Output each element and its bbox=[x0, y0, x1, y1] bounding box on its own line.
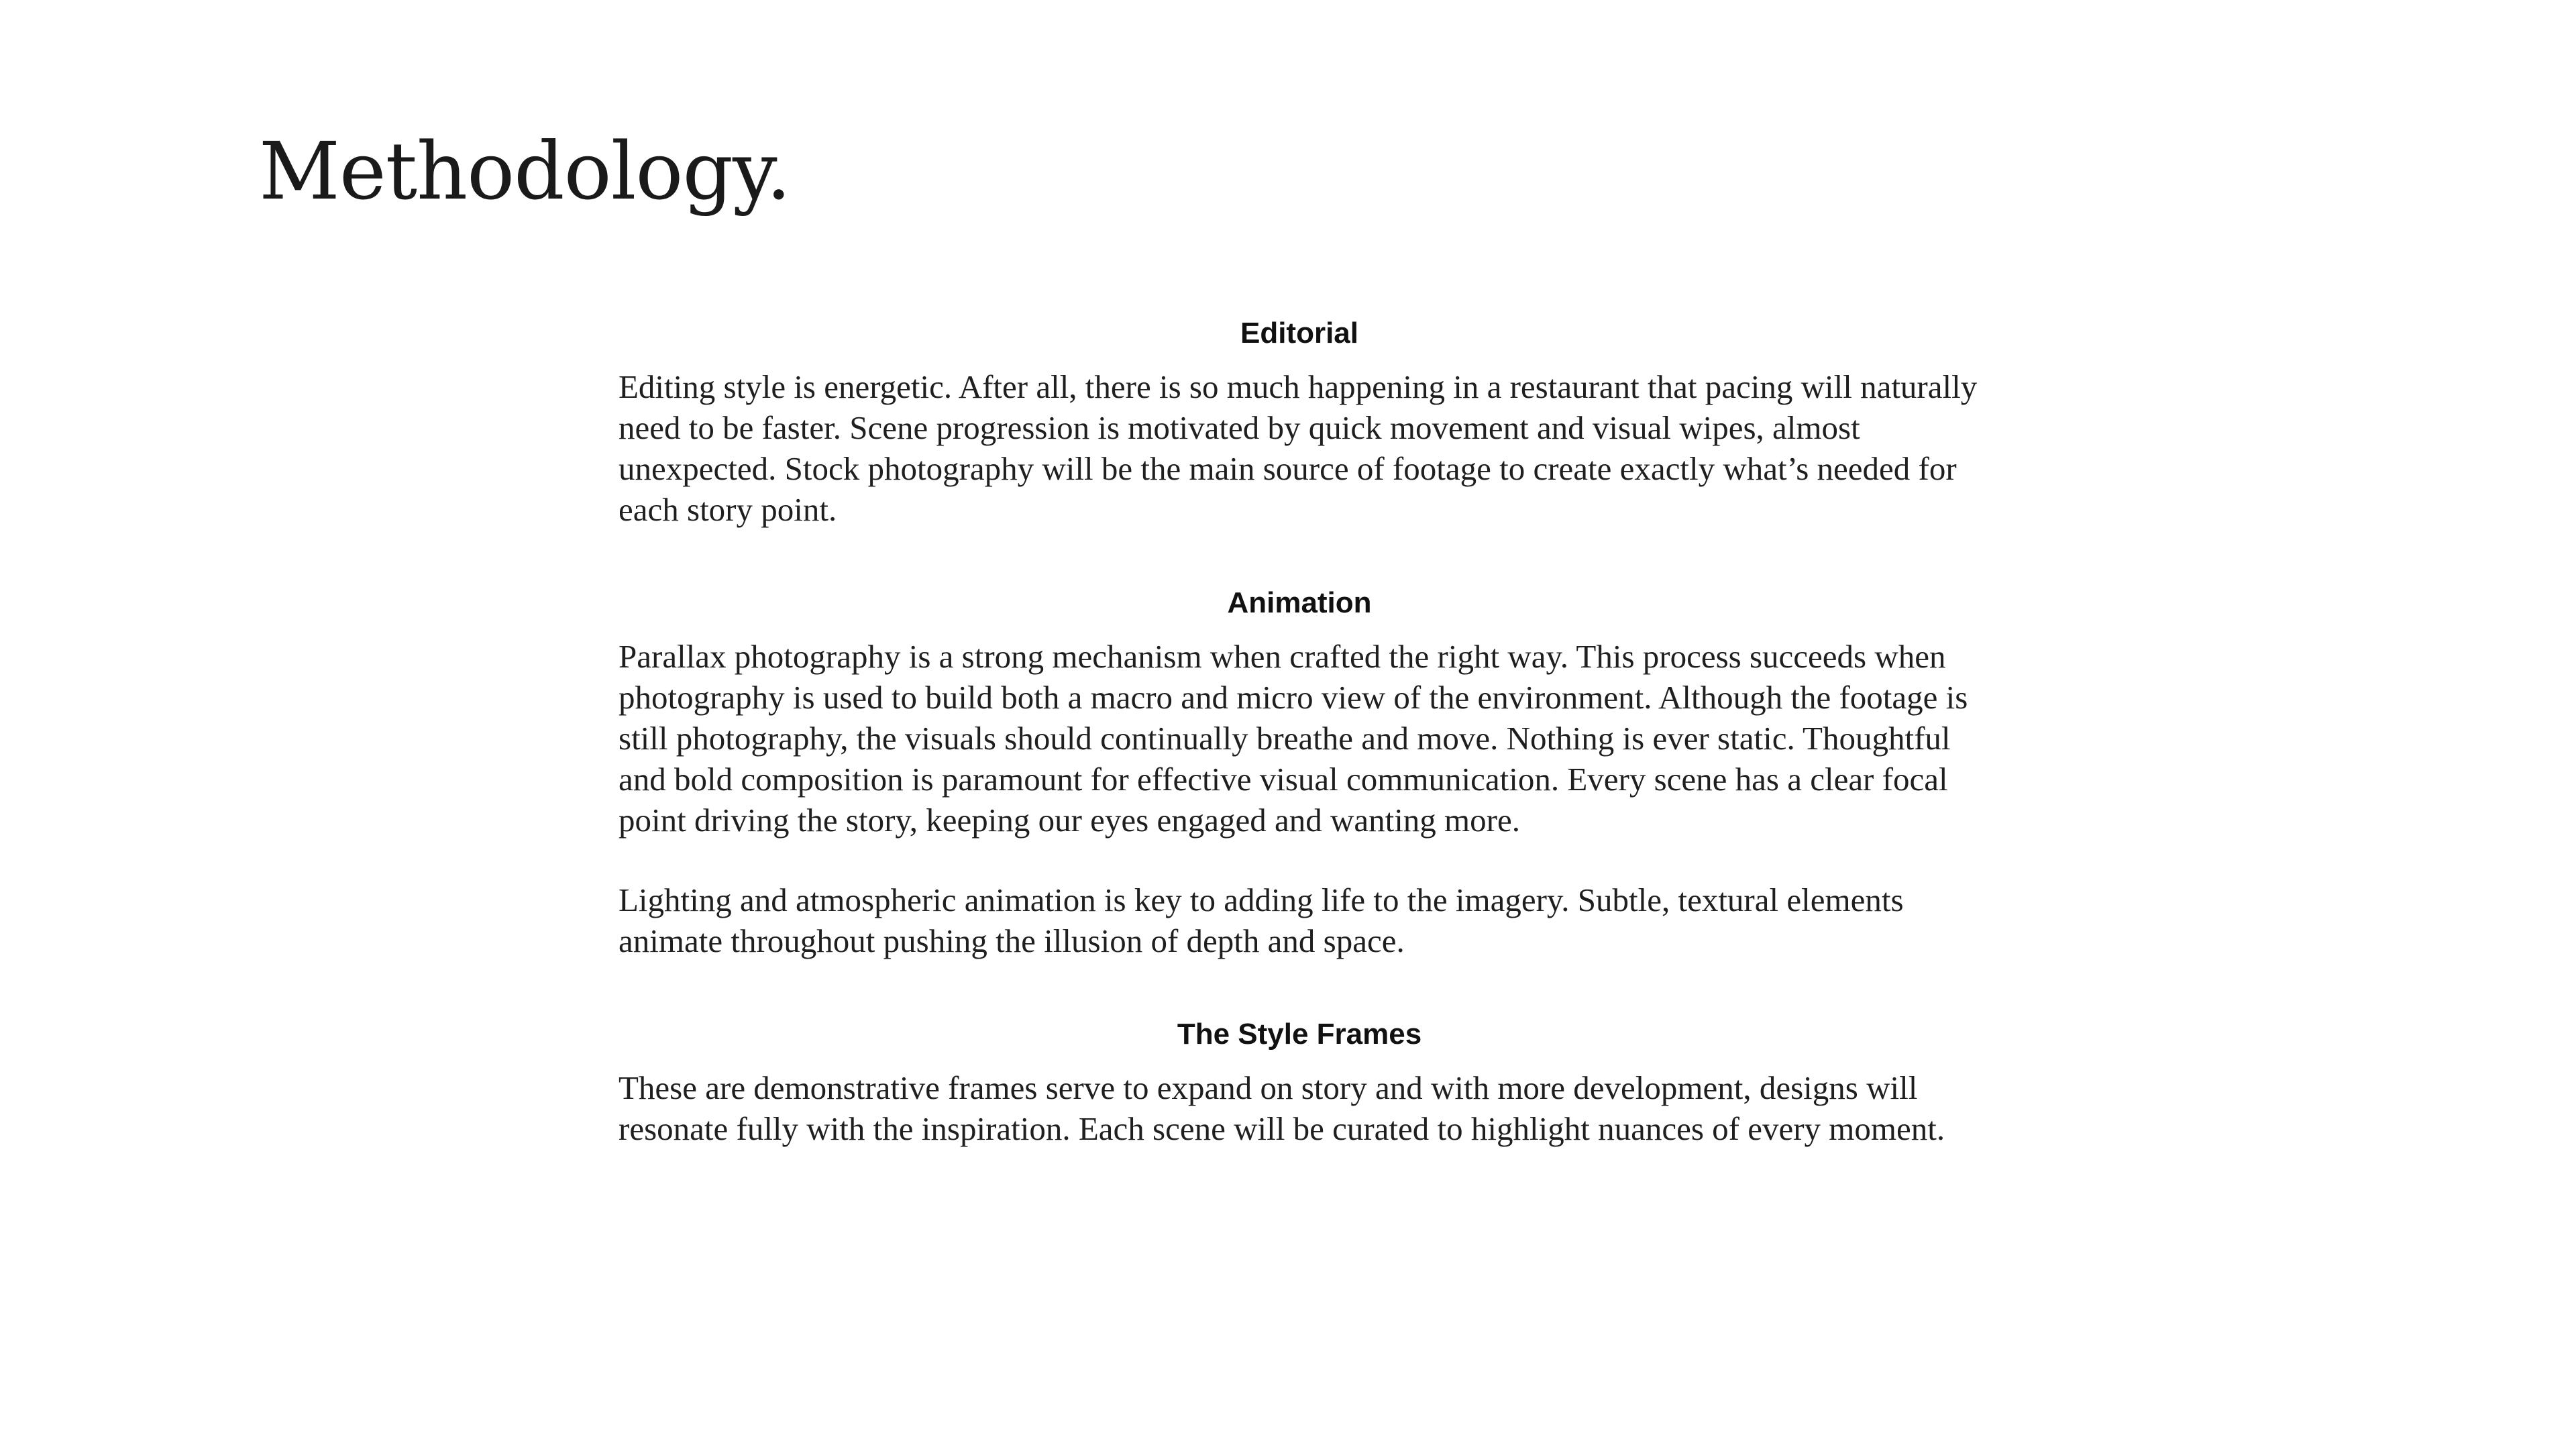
section-style-frames bbox=[619, 1011, 1980, 1149]
section-paragraph: Lighting and atmospheric animation is key to adding life to the imagery. Subtle, textural elements animate throughout pushing the illusion of depth and space. bbox=[619, 881, 1904, 959]
section-editorial bbox=[619, 310, 1980, 530]
page-title: Methodology. bbox=[259, 125, 791, 217]
content-column bbox=[619, 310, 1980, 1199]
section-paragraph: These are demonstrative frames serve to expand on story and with more development, designs will resonate fully with the inspiration. Each scene will be curated to highlight nuances of every moment. bbox=[619, 1069, 1945, 1147]
section-animation bbox=[619, 580, 1980, 961]
section-heading-editorial: Editorial bbox=[1240, 317, 1359, 350]
section-heading-style-frames: The Style Frames bbox=[1177, 1018, 1422, 1051]
section-paragraph: Parallax photography is a strong mechanism when crafted the right way. This process succeeds when photography is used to build both a macro and micro view of the environment. Although the footage is still photography, the visuals should continually breathe and move. Nothing is ever static. Thoughtful and bold composition is paramount for effective visual communication. Every scene has a clear focal point driving the story, keeping our eyes engaged and wanting more. bbox=[619, 638, 1968, 839]
section-heading-animation: Animation bbox=[1227, 586, 1372, 619]
section-paragraph: Editing style is energetic. After all, there is so much happening in a restaurant that pacing will naturally need to be faster. Scene progression is motivated by quick movement and visual wipes, almost unexpected. Stock photography will be the main source of footage to create exactly what’s needed for each story point. bbox=[619, 368, 1978, 528]
